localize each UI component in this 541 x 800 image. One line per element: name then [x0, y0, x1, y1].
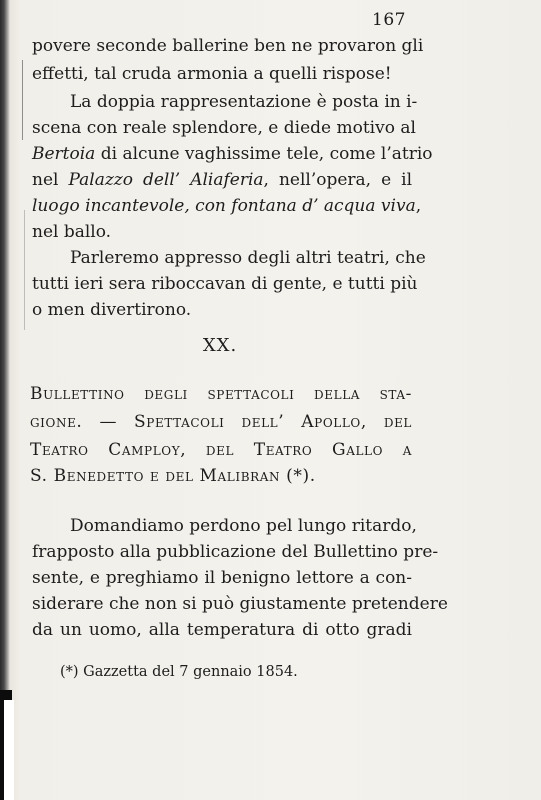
text-line — [32, 64, 412, 84]
text-line: Domandiamo perdono pel lungo ritardo, — [70, 516, 417, 536]
text-run: povere seconde ballerine ben ne provaron gli — [32, 36, 424, 56]
text-line — [32, 196, 422, 216]
text-line: siderare che non si può giustamente pretendere — [32, 594, 448, 614]
text-run: , — [415, 196, 422, 216]
section-title-line: S. Benedetto e del Malibran (*). — [30, 466, 316, 486]
text-line — [32, 274, 418, 294]
scan-crease — [24, 210, 25, 330]
text-run: , nell’opera, e il — [263, 170, 413, 190]
section-title-line: gione. — Spettacoli dell’ Apollo, del — [30, 412, 412, 432]
text-run: di alcune vaghissime tele, come l’atrio — [95, 144, 433, 164]
text-line — [32, 170, 412, 190]
text-line — [32, 118, 416, 138]
text-run: nel — [32, 170, 69, 190]
text-line — [32, 222, 412, 242]
scan-crease — [22, 60, 23, 140]
text-run: Parleremo appresso degli altri teatri, che — [70, 248, 426, 268]
footnote: (*) Gazzetta del 7 gennaio 1854. — [60, 664, 298, 680]
text-line: da un uomo, alla temperatura di otto gradi — [32, 620, 412, 640]
italic-text: luogo incantevole, con fontana d’ acqua viva — [32, 196, 416, 216]
text-line: frapposto alla pubblicazione del Bullettino pre- — [32, 542, 439, 562]
italic-text: Bertoia — [32, 144, 96, 164]
text-run: scena con reale splendore, e diede motivo al — [32, 118, 416, 138]
text-line — [32, 300, 412, 320]
text-line — [32, 144, 433, 164]
text-line: sente, e preghiamo il benigno lettore a con- — [32, 568, 412, 588]
text-line — [70, 92, 418, 112]
section-title-line: Teatro Camploy, del Teatro Gallo a — [30, 440, 412, 460]
text-run: tutti ieri sera riboccavan di gente, e tutti più — [32, 274, 418, 294]
text-line — [70, 248, 426, 268]
text-line — [32, 36, 424, 56]
text-run: La doppia rappresentazione è posta in i- — [70, 92, 418, 112]
text-run: o men divertirono. — [32, 300, 192, 320]
text-run: nel ballo. — [32, 222, 112, 242]
scan-edge-light — [4, 700, 14, 800]
text-run: effetti, tal cruda armonia a quelli rispose! — [32, 64, 392, 84]
section-number: XX. — [202, 335, 238, 356]
italic-text: Palazzo dell’ Aliaferia — [68, 170, 264, 190]
page-number: 167 — [372, 10, 406, 30]
section-title-line: Bullettino degli spettacoli della sta- — [30, 384, 412, 404]
